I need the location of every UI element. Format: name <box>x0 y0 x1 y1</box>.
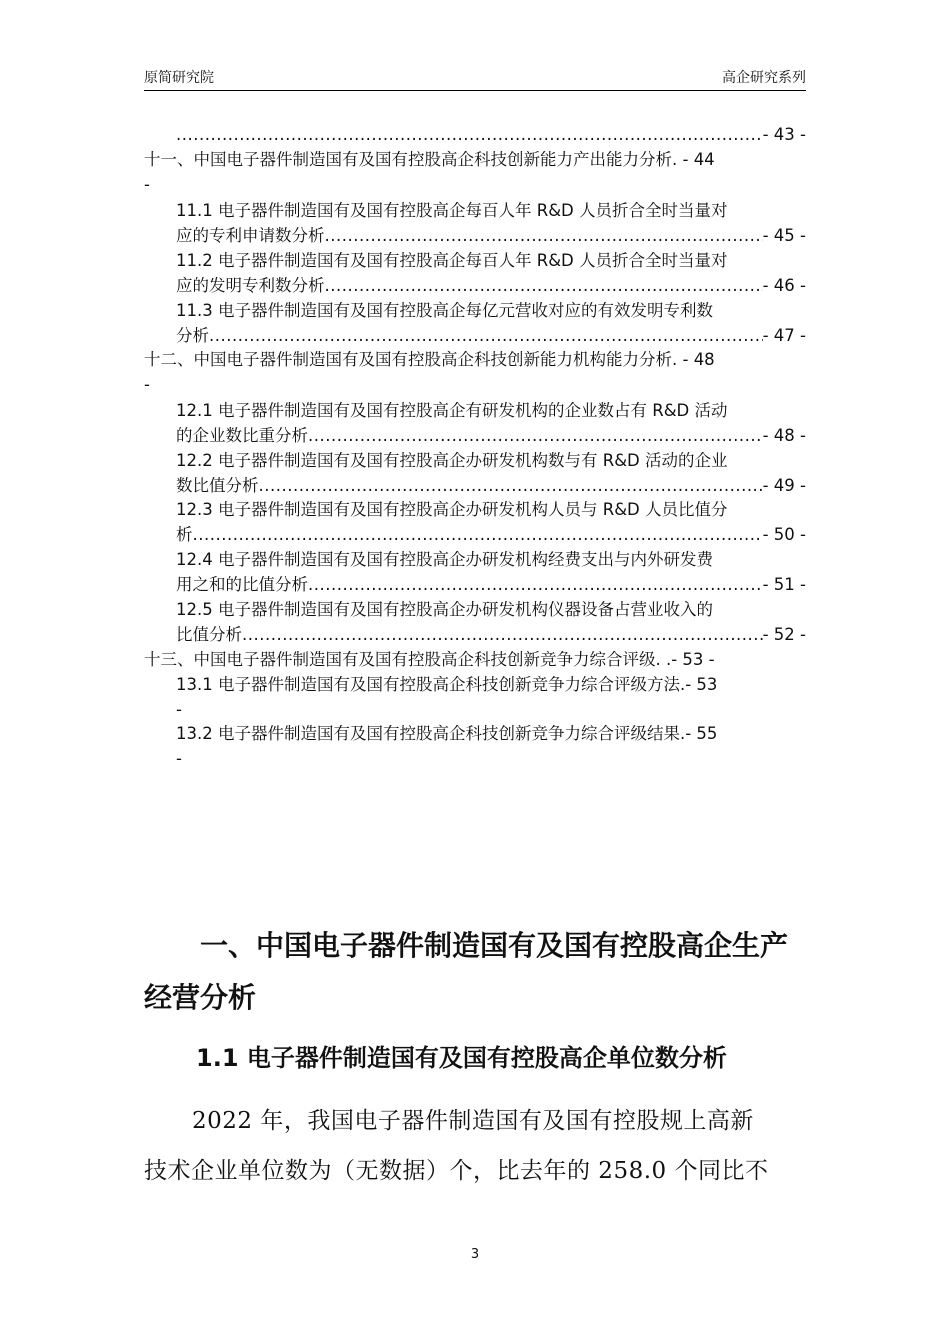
toc-wrap-dash: - <box>144 175 150 194</box>
toc-wrap-dash: - <box>176 700 182 719</box>
toc-entry[interactable]: 12.2 电子器件制造国有及国有控股高企办研发机构数与有 R&D 活动的企业 <box>176 451 728 470</box>
toc-entry[interactable]: 十二、中国电子器件制造国有及国有控股高企科技创新能力机构能力分析 . - 48 <box>144 348 806 372</box>
toc-entry[interactable]: 数比值分析 ..... - 49 - <box>176 474 806 498</box>
toc-wrap-dash: - <box>176 749 182 768</box>
toc-page: - 47 - <box>762 326 806 345</box>
toc-page: - 46 - <box>762 276 806 295</box>
header-series: 高企研究系列 <box>722 70 806 86</box>
toc-page: . .- 53 - <box>655 650 715 669</box>
toc-leader-dots <box>259 474 763 498</box>
toc-entry[interactable]: 十三、中国电子器件制造国有及国有控股高企科技创新竞争力综合评级 . .- 53 - <box>144 648 806 672</box>
toc-entry[interactable]: 11.1 电子器件制造国有及国有控股高企每百人年 R&D 人员折合全时当量对 <box>176 201 728 220</box>
toc-entry[interactable]: 用之和的比值分析 ..... - 51 - <box>176 573 806 597</box>
toc-entry[interactable]: 应的发明专利数分析 ..... - 46 - <box>176 274 806 298</box>
toc-leader-dots <box>325 224 763 248</box>
section-heading-continued: 经营分析 <box>144 981 257 1014</box>
toc-entry[interactable]: 12.3 电子器件制造国有及国有控股高企办研发机构人员与 R&D 人员比值分 <box>176 500 728 519</box>
toc-entry[interactable]: 分析 ..... - 47 - <box>176 324 806 348</box>
section-heading: 一、中国电子器件制造国有及国有控股高企生产 <box>200 929 789 962</box>
body-paragraph-line: 2022 年，我国电子器件制造国有及国有控股规上高新 <box>192 1108 754 1134</box>
toc-leader-dots <box>308 424 763 448</box>
toc-entry[interactable]: 应的专利申请数分析 ..... - 45 - <box>176 224 806 248</box>
toc-entry[interactable]: 12.5 电子器件制造国有及国有控股高企办研发机构仪器设备占营业收入的 <box>176 600 713 619</box>
toc-entry[interactable]: 析 ..... - 50 - <box>176 523 806 547</box>
toc-leader-dots <box>176 123 763 147</box>
body-paragraph-line: 技术企业单位数为（无数据）个，比去年的 258.0 个同比不 <box>144 1158 769 1184</box>
toc-entry[interactable]: 11.2 电子器件制造国有及国有控股高企每百人年 R&D 人员折合全时当量对 <box>176 251 728 270</box>
subsection-heading: 1.1 电子器件制造国有及国有控股高企单位数分析 <box>196 1044 727 1072</box>
toc-leader-dots <box>325 274 763 298</box>
toc-entry[interactable]: 的企业数比重分析 ..... - 48 - <box>176 424 806 448</box>
toc-page: . - 48 <box>672 350 715 369</box>
toc-wrap-dash: - <box>144 375 150 394</box>
toc-entry[interactable]: 12.1 电子器件制造国有及国有控股高企有研发机构的企业数占有 R&D 活动 <box>176 401 728 420</box>
toc-leader-dots <box>209 324 763 348</box>
toc-entry[interactable]: 比值分析 ..... - 52 - <box>176 623 806 647</box>
toc-entry[interactable]: 十一、中国电子器件制造国有及国有控股高企科技创新能力产出能力分析 . - 44 <box>144 148 806 172</box>
toc-page: - 52 - <box>762 625 806 644</box>
toc-entry[interactable]: 12.4 电子器件制造国有及国有控股高企办研发机构经费支出与内外研发费 <box>176 550 713 569</box>
toc-entry[interactable]: 11.3 电子器件制造国有及国有控股高企每亿元营收对应的有效发明专利数 <box>176 301 713 320</box>
toc-page: - 49 - <box>762 476 806 495</box>
toc-page: - 45 - <box>762 226 806 245</box>
page-header <box>144 66 806 91</box>
toc-page: . - 44 <box>672 150 715 169</box>
toc-page: - 51 - <box>762 575 806 594</box>
header-publisher: 原简研究院 <box>144 70 214 86</box>
toc-entry[interactable]: 13.1 电子器件制造国有及国有控股高企科技创新竞争力综合评级方法 .- 53 <box>176 673 806 697</box>
toc-entry[interactable] <box>176 123 806 147</box>
toc-page: - 43 - <box>762 125 806 144</box>
toc-page: - 48 - <box>762 426 806 445</box>
toc-page: - 50 - <box>762 525 806 544</box>
toc-entry[interactable]: 13.2 电子器件制造国有及国有控股高企科技创新竞争力综合评级结果 .- 55 <box>176 722 806 746</box>
toc-leader-dots <box>193 523 763 547</box>
toc-leader-dots <box>308 573 763 597</box>
toc-page: .- 53 <box>679 675 718 694</box>
toc-page: .- 55 <box>679 724 718 743</box>
toc-leader-dots <box>242 623 763 647</box>
page-number: 3 <box>470 1247 480 1262</box>
